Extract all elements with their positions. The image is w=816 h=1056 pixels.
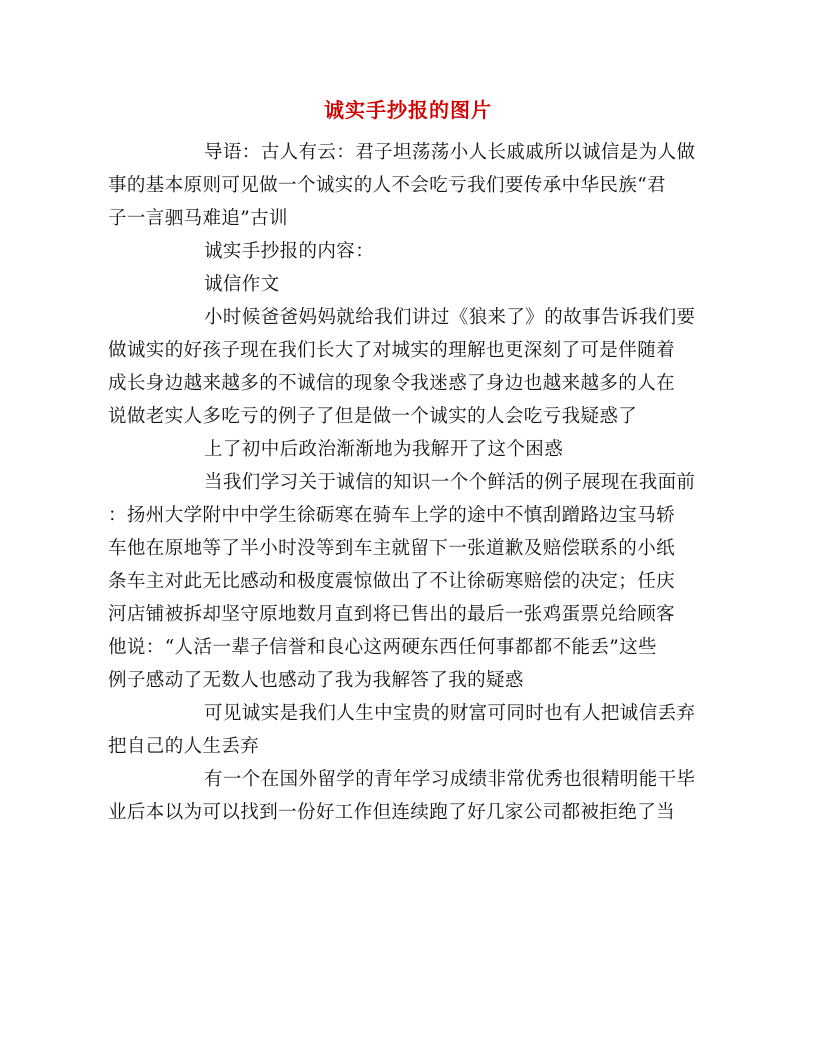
text-line: 河店铺被拆却坚守原地数月直到将已售出的最后一张鸡蛋票兑给顾客 — [108, 604, 676, 625]
text-line: 诚实手抄报的内容： — [204, 241, 375, 262]
paragraph-intro — [108, 136, 696, 235]
text-line: 说做老实人多吃亏的例子了但是做一个诚实的人会吃亏我疑惑了 — [108, 406, 638, 427]
text-line: ：扬州大学附中中学生徐砺寒在骑车上学的途中不慎刮蹭路边宝马轿 — [108, 505, 676, 526]
paragraph-content-heading — [108, 235, 692, 268]
text-line: 他说：“人活一辈子信誉和良心这两硬东西任何事都都不能丢”这些 — [108, 637, 657, 658]
paragraph-childhood — [108, 301, 696, 433]
text-line: 例子感动了无数人也感动了我为我解答了我的疑惑 — [108, 670, 524, 691]
text-line: 业后本以为可以找到一份好工作但连续跑了好几家公司都被拒绝了当 — [108, 802, 676, 823]
text-line: 事的基本原则可见做一个诚实的人不会吃亏我们要传承中华民族“君 — [108, 175, 666, 196]
paragraph-middle-school — [108, 433, 692, 466]
text-line: 小时候爸爸妈妈就给我们讲过《狼来了》的故事告诉我们要 — [204, 307, 696, 328]
text-line: 可见诚实是我们人生中宝贵的财富可同时也有人把诚信丢弃 — [204, 703, 696, 724]
paragraph-essay-heading — [108, 268, 692, 301]
paragraph-honesty-wealth — [108, 697, 696, 763]
text-line: 导语：古人有云：君子坦荡荡小人长戚戚所以诚信是为人做 — [204, 142, 696, 163]
text-line: 诚信作文 — [204, 274, 280, 295]
text-line: 做诚实的好孩子现在我们长大了对城实的理解也更深刻了可是伴随着 — [108, 340, 676, 361]
text-line: 成长身边越来越多的不诚信的现象令我迷惑了身边也越来越多的人在 — [108, 373, 676, 394]
paragraph-examples — [108, 466, 696, 697]
text-line: 把自己的人生丢弃 — [108, 736, 260, 757]
text-line: 车他在原地等了半小时没等到车主就留下一张道歉及赔偿联系的小纸 — [108, 538, 676, 559]
text-line: 上了初中后政治渐渐地为我解开了这个困惑 — [204, 439, 564, 460]
text-line: 条车主对此无比感动和极度震惊做出了不让徐砺寒赔偿的决定；任庆 — [108, 571, 676, 592]
text-line: 子一言驷马难追”古训 — [108, 208, 288, 229]
text-line: 有一个在国外留学的青年学习成绩非常优秀也很精明能干毕 — [204, 769, 696, 790]
paragraph-student-abroad — [108, 763, 696, 829]
document-title: 诚实手抄报的图片 — [324, 98, 492, 122]
text-line: 当我们学习关于诚信的知识一个个鲜活的例子展现在我面前 — [204, 472, 696, 493]
document-body — [108, 136, 696, 829]
